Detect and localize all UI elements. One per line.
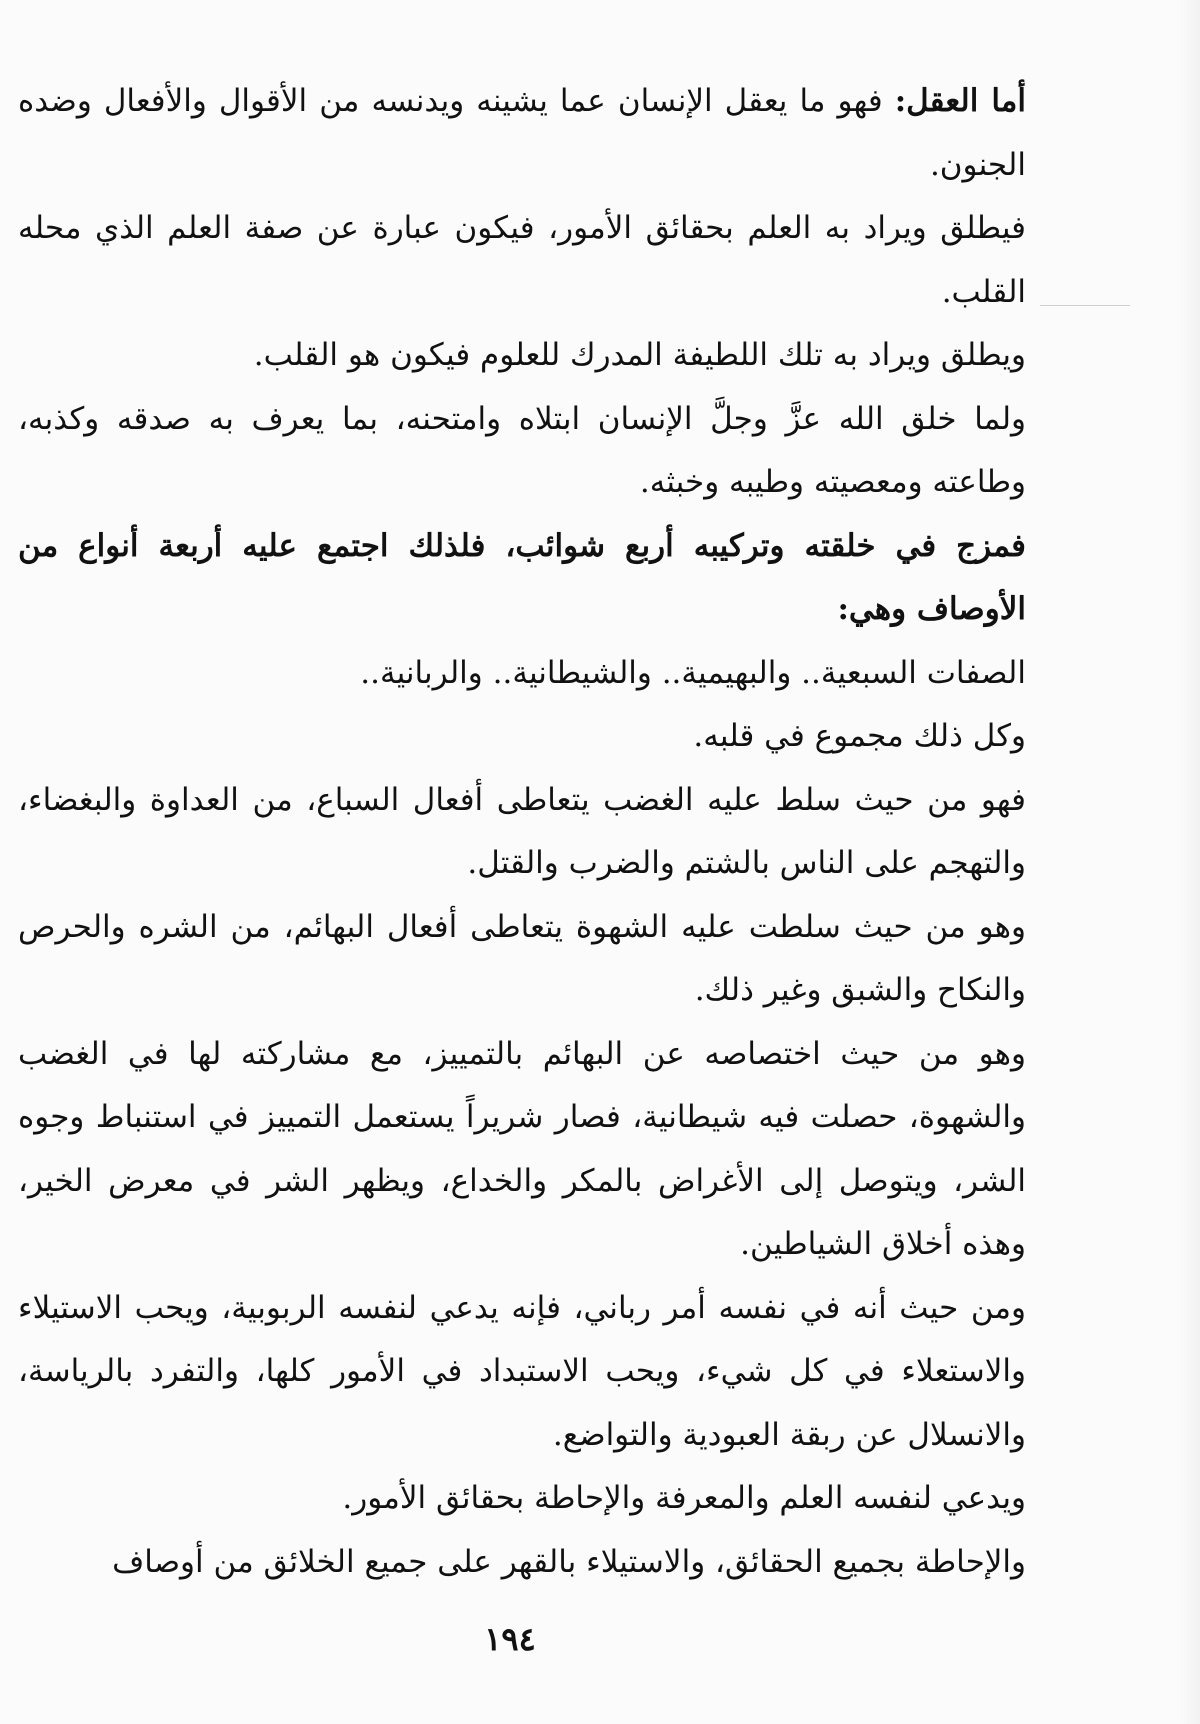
paragraph: ويطلق ويراد به تلك اللطيفة المدرك للعلوم فيكون هو القلب. xyxy=(253,337,1026,373)
paragraph-text: فهو ما يعقل الإنسان عما يشينه ويدنسه من الأقوال والأفعال وضده الجنون. xyxy=(18,83,1026,183)
stray-pen-mark xyxy=(1040,305,1130,306)
paragraph: والإحاطة بجميع الحقائق، والاستيلاء بالقهر على جميع الخلائق من أوصاف xyxy=(112,1543,1026,1580)
paragraph: فهو من حيث سلط عليه الغضب يتعاطى أفعال السباع، من العداوة والبغضاء، والتهجم على الناس بالشتم والضرب والقتل. xyxy=(18,781,1026,881)
paragraph: فيطلق ويراد به العلم بحقائق الأمور، فيكون عبارة عن صفة العلم الذي محله القلب. xyxy=(18,210,1026,310)
page-number: ١٩٤ xyxy=(484,1620,536,1658)
body-text xyxy=(18,70,1026,1594)
paragraph: وكل ذلك مجموع في قلبه. xyxy=(693,718,1026,754)
paragraph-emphasized: فمزج في خلقته وتركيبه أربع شوائب، فلذلك اجتمع عليه أربعة أنواع من الأوصاف وهي: xyxy=(18,527,1026,627)
paragraph: ويدعي لنفسه العلم والمعرفة والإحاطة بحقائق الأمور. xyxy=(342,1480,1026,1516)
paragraph: ولما خلق الله عزَّ وجلَّ الإنسان ابتلاه وامتحنه، بما يعرف به صدقه وكذبه، وطاعته ومعصيته وطيبه وخبثه. xyxy=(18,400,1026,500)
paragraph: وهو من حيث سلطت عليه الشهوة يتعاطى أفعال البهائم، من الشره والحرص والنكاح والشبق وغير ذلك. xyxy=(18,908,1026,1008)
paragraph-intellect-definition xyxy=(18,70,1026,197)
scan-edge-shadow xyxy=(1178,0,1200,1724)
paragraph: الصفات السبعية.. والبهيمية.. والشيطانية.. والربانية.. xyxy=(360,654,1026,691)
term-label: أما العقل: xyxy=(894,83,1026,119)
paragraph: ومن حيث أنه في نفسه أمر رباني، فإنه يدعي لنفسه الربوبية، ويحب الاستيلاء والاستعلاء في كل شيء، ويحب الاستبداد في الأمور كلها، والتفرد بالرياسة، والانسلال عن ربقة العبودية والتواضع. xyxy=(18,1289,1026,1453)
paragraph: وهو من حيث اختصاصه عن البهائم بالتمييز، مع مشاركته لها في الغضب والشهوة، حصلت فيه شيطانية، فصار شريراً يستعمل التمييز في استنباط وجوه الشر، ويتوصل إلى الأغراض بالمكر والخداع، ويظهر الشر في معرض الخير، وهذه أخلاق الشياطين. xyxy=(18,1035,1026,1262)
